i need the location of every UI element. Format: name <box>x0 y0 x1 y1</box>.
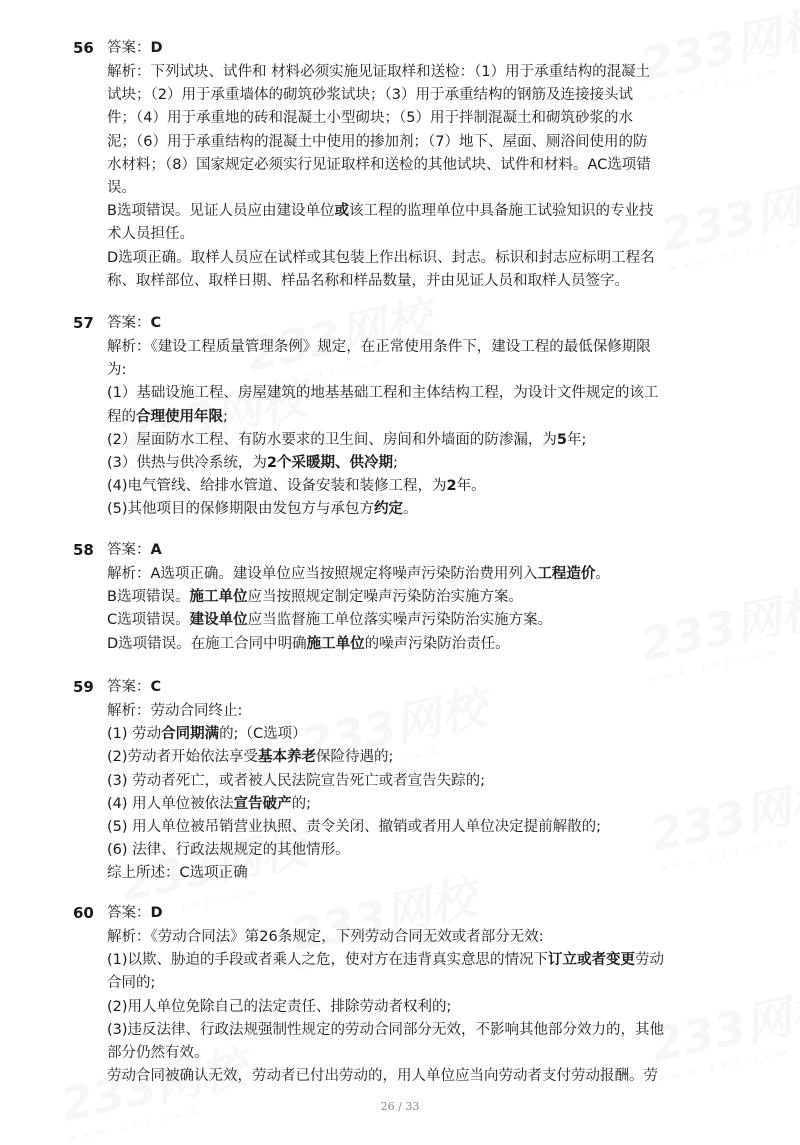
text-run: 解析：《建设工程质量管理条例》规定，在正常使用条件下，建设工程的最低保修期限 <box>107 339 651 355</box>
explanation-line <box>107 839 725 862</box>
text-run: (5)其他项目的保修期限由发包方与承包方 <box>107 501 375 518</box>
question-59 <box>0 674 800 886</box>
explanation-line <box>107 359 725 382</box>
explanation-body <box>0 336 725 522</box>
page-indicator: 26 / 33 <box>380 1100 420 1113</box>
explanation-line <box>107 972 725 995</box>
explanation-line <box>107 200 725 223</box>
text-run: 试块；（2）用于承重墙体的砌筑砂浆试块；（3）用于承重结构的钢筋及连接接头试 <box>107 87 633 104</box>
answer-value: C <box>150 315 162 331</box>
answer-line <box>107 674 161 700</box>
text-run: 程的 <box>107 408 136 425</box>
explanation-line <box>107 816 725 839</box>
text-run: (5) 用人单位被吊销营业执照、责令关闭、撤销或者用人单位决定提前解散的; <box>107 818 602 835</box>
explanation-line <box>107 793 725 816</box>
explanation-body <box>0 563 725 656</box>
explanation-line <box>107 563 725 586</box>
text-run: 解析：劳动合同终止: <box>107 703 243 719</box>
emphasis-text: 合同期满 <box>161 726 220 743</box>
text-run: 。 <box>403 501 418 518</box>
text-run: 的;（C选项） <box>219 726 307 743</box>
question-number: 60 <box>73 904 94 922</box>
text-run: 的噪声污染防治责任。 <box>364 635 510 652</box>
explanation-line <box>107 270 725 293</box>
question-60 <box>0 900 800 1088</box>
explanation-line <box>107 996 725 1019</box>
explanation-line <box>107 107 725 130</box>
answer-label: 答案： <box>107 679 151 695</box>
text-run: 应当监督施工单位落实噪声污染防治实施方案。 <box>247 612 553 629</box>
answer-value: A <box>150 542 162 558</box>
text-run: 劳动 <box>635 952 665 969</box>
emphasis-text: 合理使用年限 <box>136 408 223 425</box>
question-header <box>0 537 800 563</box>
text-run: 的; <box>291 795 312 812</box>
answer-line <box>107 35 163 61</box>
question-number: 57 <box>73 314 94 332</box>
question-header <box>0 900 800 926</box>
explanation-line <box>107 609 725 632</box>
explanation-line <box>107 452 725 475</box>
text-run: 称、取样部位、取样日期、样品名称和样品数量，并由见证人员和取样人员签字。 <box>107 272 629 289</box>
answer-line <box>107 310 161 336</box>
text-run: 误。 <box>107 179 136 196</box>
explanation-line <box>107 700 725 723</box>
text-run: 应当按照规定制定噪声污染防治实施方案。 <box>247 589 523 606</box>
text-run: (6) 法律、行政法规规定的其他情形。 <box>107 842 350 859</box>
text-run: 件；（4）用于承重地的砖和混凝土小型砌块；（5）用于拌制混凝土和砌筑砂浆的水 <box>107 110 633 127</box>
explanation-line <box>107 949 725 972</box>
answer-value: D <box>150 40 163 56</box>
text-run: ; <box>392 454 398 471</box>
text-run: D选项正确。取样人员应在试样或其包装上作出标识、封志。标识和封志应标明工程名 <box>107 249 655 266</box>
emphasis-text: 2 <box>446 478 457 495</box>
explanation-line <box>107 429 725 452</box>
text-run: 综上所述：C选项正确 <box>107 865 248 882</box>
answer-line <box>107 537 162 563</box>
answer-label: 答案： <box>107 905 151 921</box>
text-run: 水材料；（8）国家规定必须实行见证取样和送检的其他试块、试件和材料。AC选项错 <box>107 156 651 173</box>
text-run: 。 <box>595 566 610 582</box>
explanation-line <box>107 926 725 949</box>
text-run: 解析：A选项正确。建设单位应当按照规定将噪声污染防治费用列入 <box>107 566 538 582</box>
question-56 <box>0 35 800 293</box>
explanation-line <box>107 177 725 200</box>
text-run: 年。 <box>456 478 486 495</box>
text-run: (2)劳动者开始依法享受 <box>107 749 259 766</box>
emphasis-text: 5 <box>556 431 567 448</box>
explanation-body <box>0 61 725 293</box>
question-57 <box>0 310 800 522</box>
text-run: (1）基础设施工程、房屋建筑的地基基础工程和主体结构工程，为设计文件规定的该工 <box>107 385 659 402</box>
explanation-line <box>107 723 725 746</box>
explanation-line <box>107 154 725 177</box>
explanation-line <box>107 247 725 270</box>
emphasis-text: 宣告破产 <box>233 795 292 812</box>
explanation-line <box>107 498 725 521</box>
text-run: 年; <box>566 431 587 448</box>
text-run: (3) 劳动者死亡，或者被人民法院宣告死亡或者宣告失踪的; <box>107 772 486 789</box>
question-number: 58 <box>73 541 94 559</box>
text-run: B选项错误。见证人员应由建设单位 <box>107 203 335 220</box>
explanation-line <box>107 633 725 656</box>
emphasis-text: 2个采暖期、供冷期 <box>266 454 393 471</box>
emphasis-text: 或 <box>334 203 349 220</box>
explanation-line <box>107 84 725 107</box>
emphasis-text: 施工单位 <box>306 635 365 652</box>
emphasis-text: 施工单位 <box>189 589 248 606</box>
explanation-line <box>107 770 725 793</box>
emphasis-text: 订立或者变更 <box>548 952 636 969</box>
emphasis-text: 工程造价 <box>537 566 596 582</box>
text-run: (2)用人单位免除自己的法定责任、排除劳动者权利的; <box>107 998 452 1015</box>
text-run: 解析：《劳动合同法》第26条规定，下列劳动合同无效或者部分无效: <box>107 929 544 945</box>
question-number: 56 <box>73 39 94 57</box>
text-run: 该工程的监理单位中具备施工试验知识的专业技 <box>348 203 654 220</box>
text-run: 为: <box>107 362 127 379</box>
text-run: 术人员担任。 <box>107 226 194 243</box>
text-run: ; <box>223 408 228 425</box>
explanation-line <box>107 475 725 498</box>
explanation-line <box>107 61 725 84</box>
text-run: (1)以欺、胁迫的手段或者乘人之危，使对方在违背真实意思的情况下 <box>107 952 549 969</box>
explanation-line <box>107 223 725 246</box>
text-run: (4)电气管线、给排水管道、设备安装和装修工程，为 <box>107 478 447 495</box>
question-header <box>0 674 800 700</box>
text-run: 泥；（6）用于承重结构的混凝土中使用的掺加剂；（7）地下、屋面、厕浴间使用的防 <box>107 133 648 150</box>
answer-label: 答案： <box>107 542 151 558</box>
text-run: 劳动合同被确认无效，劳动者已付出劳动的，用人单位应当向劳动者支付劳动报酬。劳 <box>107 1068 658 1085</box>
explanation-body <box>0 926 725 1088</box>
text-run: (1) 劳动 <box>107 726 162 743</box>
text-run: (2）屋面防水工程、有防水要求的卫生间、房间和外墙面的防渗漏，为 <box>107 431 557 448</box>
emphasis-text: 基本养老 <box>258 749 317 766</box>
explanation-line <box>107 406 725 429</box>
text-run: D选项错误。在施工合同中明确 <box>107 635 307 652</box>
emphasis-text: 建设单位 <box>189 612 248 629</box>
explanation-line <box>107 862 725 885</box>
answer-label: 答案： <box>107 315 151 331</box>
explanation-line <box>107 1065 725 1088</box>
explanation-line <box>107 131 725 154</box>
answer-value: D <box>150 905 163 921</box>
text-run: B选项错误。 <box>107 589 190 606</box>
question-58 <box>0 537 800 656</box>
answer-line <box>107 900 163 926</box>
text-run: 保险待遇的; <box>316 749 394 766</box>
explanation-line <box>107 1019 725 1042</box>
emphasis-text: 约定 <box>374 501 404 518</box>
answer-label: 答案： <box>107 40 151 56</box>
explanation-line <box>107 336 725 359</box>
text-run: (3)违反法律、行政法规强制性规定的劳动合同部分无效，不影响其他部分效力的，其他 <box>107 1021 665 1038</box>
text-run: C选项错误。 <box>107 612 190 629</box>
text-run: 解析：下列试块、试件和 材料必须实施见证取样和送检：（1）用于承重结构的混凝土 <box>107 64 651 80</box>
explanation-body <box>0 700 725 886</box>
question-header <box>0 310 800 336</box>
question-number: 59 <box>73 678 94 696</box>
explanation-line <box>107 1042 725 1065</box>
text-run: (4) 用人单位被依法 <box>107 795 234 812</box>
text-run: (3）供热与供冷系统，为 <box>107 454 267 471</box>
text-run: 部分仍然有效。 <box>107 1044 209 1061</box>
answer-value: C <box>150 679 162 695</box>
question-header <box>0 35 800 61</box>
explanation-line <box>107 746 725 769</box>
explanation-line <box>107 382 725 405</box>
text-run: 合同的; <box>107 975 156 992</box>
explanation-line <box>107 586 725 609</box>
